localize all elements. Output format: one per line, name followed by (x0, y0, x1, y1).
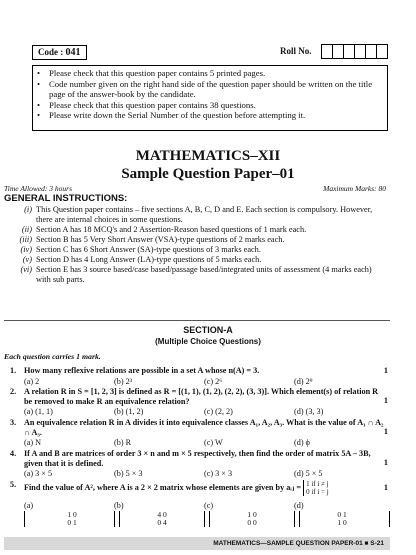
question-item: 3. An equivalence relation R in A divides it into equivalence classes A₁, A₂, A₃. What is the value of A₁ ∩ A₂ ∩ A₃. 1 (a) N (b) R (c) W (d) ϕ (10, 418, 388, 447)
code-box (32, 45, 87, 60)
bullet-icon: • (37, 68, 41, 78)
option-d[interactable]: (d) ϕ (294, 438, 310, 447)
option-c[interactable]: (c) 2⁶ (204, 376, 223, 386)
question-item: 5. Find the value of A², where A is a 2 × 2 matrix whose elements are given by aᵢⱼ = 1 if i ≠ j 0 if i = j 1 (a) 1 0 0 1 (b) 4 0 0 4 (c) 1 0 0 0 (d) 0 1 1 0 (10, 480, 388, 527)
subject-title: MATHEMATICS–XII (135, 148, 281, 164)
bullet-icon: • (37, 110, 41, 120)
option-c[interactable]: (c) (2, 2) (204, 407, 233, 416)
option-d[interactable]: (d) 5 × 5 (294, 469, 323, 478)
instruction-item: (iv) Section C has 6 Short Answer (SA)-type questions of 3 marks each. (20, 245, 261, 254)
question-text: If A and B are matrices of order 3 × n and m × 5 respectively, then find the order of matrix 5A – 3B, given that it is defined. (24, 449, 371, 468)
notice-item: • Please write down the Serial Number of the question before attempting it. (37, 110, 306, 120)
section-note: Each question carries 1 mark. (4, 352, 101, 361)
question-text: An equivalence relation R in A divides it into equivalence classes A₁, A₂, A₃. What is the value of A₁ ∩ A₂ ∩ A₃. (24, 418, 384, 437)
option-b[interactable]: (b) 2³ (114, 376, 133, 386)
section-heading: SECTION-A (183, 325, 233, 335)
question-marks: 1 (383, 458, 388, 467)
maximum-marks: Maximum Marks: 80 (323, 184, 386, 193)
roll-number-boxes[interactable] (322, 44, 388, 59)
matrix: 0 1 1 0 (294, 511, 390, 527)
notice-box (32, 65, 388, 131)
option-a[interactable]: (a) 3 × 5 (24, 469, 53, 478)
notice-item: • Please check that this question paper contains 5 printed pages. (37, 68, 266, 78)
option-d[interactable]: (d) (3, 3) (294, 407, 324, 416)
options (24, 501, 384, 527)
instruction-item: (ii) Section A has 18 MCQ's and 2 Assertion-Reason based questions of 1 mark each. (21, 225, 307, 234)
divider (4, 320, 390, 321)
question-text: Find the value of A², where A is a 2 × 2 matrix whose elements are given by aᵢⱼ = 1 if i ≠ j 0 if i = j (24, 480, 329, 496)
matrix: 1 0 0 1 (24, 511, 120, 527)
paper-title: Sample Question Paper–01 (121, 166, 295, 182)
question-text: How many reflexive relations are possible in a set A whose n(A) = 3. (24, 366, 260, 375)
time-allowed: Time Allowed: 3 hours (4, 184, 72, 193)
bullet-icon: • (37, 99, 41, 110)
roll-label: Roll No. (280, 46, 312, 56)
bullet-icon: • (37, 78, 41, 89)
option-a[interactable]: (a) 2 (24, 376, 40, 386)
matrix: 1 0 0 0 (204, 511, 300, 527)
option-c[interactable]: (c) W (204, 438, 223, 447)
options (24, 469, 384, 479)
code-value: 041 (65, 47, 81, 58)
option-a[interactable]: (a) N (24, 438, 42, 447)
instruction-item: (v) Section D has 4 Long Answer (LA)-type questions of 5 marks each. (22, 255, 262, 264)
question-marks: 1 (383, 396, 388, 405)
piecewise-definition: 1 if i ≠ j 0 if i = j (303, 480, 329, 496)
option-c[interactable]: (c) 3 × 3 (204, 469, 233, 478)
question-marks: 1 (383, 366, 388, 375)
option-b[interactable]: (b) R (114, 438, 132, 447)
options (24, 407, 384, 417)
notice-item: • Please check that this question paper contains 38 questions. (37, 99, 256, 110)
section-subheading: (Multiple Choice Questions) (155, 337, 261, 346)
option-b[interactable]: (b) 4 0 0 4 (114, 501, 204, 527)
instruction-item: (vi) Section E has 3 source based/case based/passage based/integrated units of assessment (4 marks each) with sub parts. (20, 265, 372, 284)
instruction-item: (i) This Question paper contains – five sections A, B, C, D and E. Each section is compulsory. However, there are internal choices in some questions. (24, 205, 373, 224)
question-item: 1. How many reflexive relations are possible in a set A whose n(A) = 3. 1 (a) 2 (b) 2³ (c) 2⁶ (d) 2⁹ (10, 366, 388, 386)
question-marks: 1 (383, 483, 388, 492)
matrix: 4 0 0 4 (114, 511, 210, 527)
option-a[interactable]: (a) 1 0 0 1 (24, 501, 114, 527)
question-item: 2. A relation R in S = [1, 2, 3] is defined as R = [(1, 1), (1, 2), (2, 2), (3, 3)]. Which element(s) of relation R be removed to make R an equivalence relation? 1 (a) (1, 1) (b) (1, 2) (c) (2, 2) (d) (3, 3) (10, 387, 388, 416)
question-text: A relation R in S = [1, 2, 3] is defined as R = [(1, 1), (1, 2), (2, 2), (3, 3)]. Which element(s) of relation R be removed to make R an equivalence relation? (24, 387, 379, 406)
page-footer: MATHEMATICS—SAMPLE QUESTION PAPER-01 ■ S-21 (4, 537, 390, 550)
option-c[interactable]: (c) 1 0 0 0 (204, 501, 294, 527)
option-a[interactable]: (a) (1, 1) (24, 407, 53, 416)
roll-box[interactable] (376, 44, 388, 59)
instructions-heading: GENERAL INSTRUCTIONS: (4, 193, 128, 204)
option-d[interactable]: (d) 0 1 1 0 (294, 501, 384, 527)
option-b[interactable]: (b) (1, 2) (114, 407, 144, 416)
options (24, 377, 384, 387)
code-label: Code : (38, 47, 64, 57)
options (24, 438, 384, 448)
question-item: 4. If A and B are matrices of order 3 × n and m × 5 respectively, then find the order of matrix 5A – 3B, given that it is defined. 1 (a) 3 × 5 (b) 5 × 3 (c) 3 × 3 (d) 5 × 5 (10, 449, 388, 478)
instructions-list (4, 205, 384, 285)
option-b[interactable]: (b) 5 × 3 (114, 469, 143, 478)
notice-item: • Code number given on the right hand side of the question paper should be written on the title page of the answer-book by the candidate. (37, 78, 373, 99)
question-marks: 1 (383, 427, 388, 436)
instruction-item: (iii) Section B has 5 Very Short Answer (VSA)-type questions of 2 marks each. (19, 235, 285, 244)
option-d[interactable]: (d) 2⁹ (294, 376, 313, 386)
